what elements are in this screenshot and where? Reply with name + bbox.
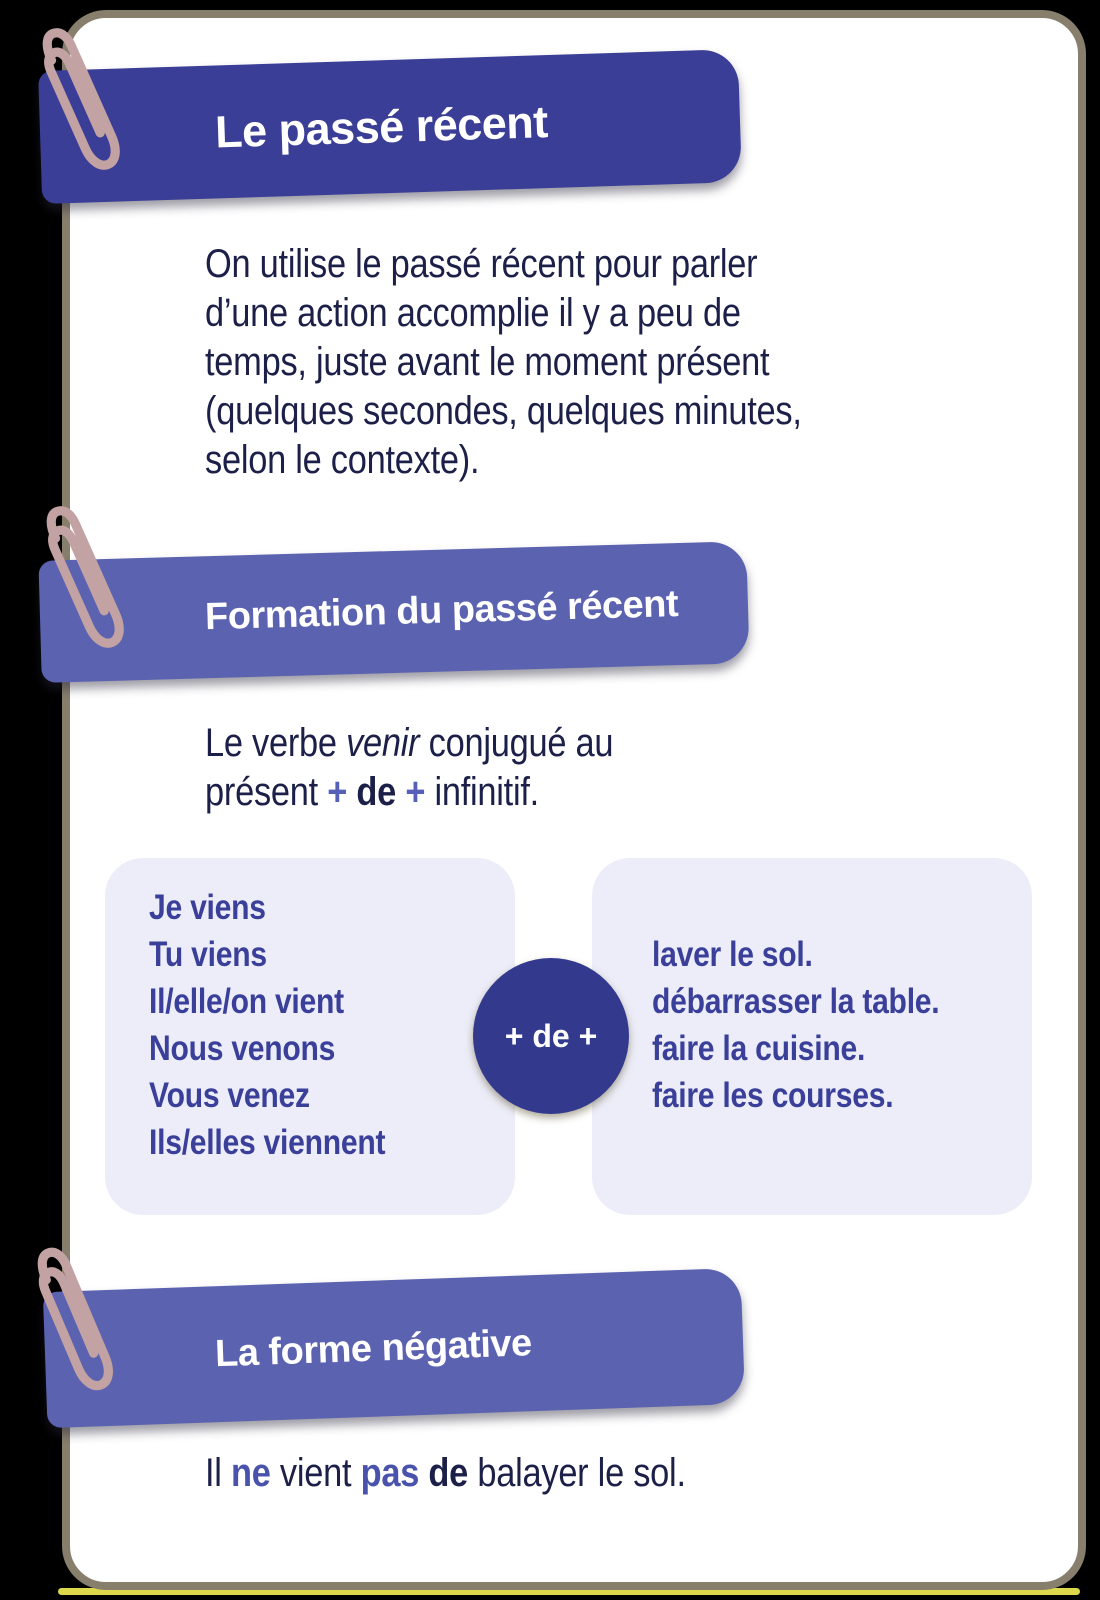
example-line: débarrasser la table. xyxy=(652,982,940,1021)
sentence-part: vient xyxy=(270,1451,361,1495)
examples-panel xyxy=(592,858,1032,1215)
negative-sentence xyxy=(205,1449,738,1498)
page-title: Le passé récent xyxy=(214,95,549,157)
intro-line: (quelques secondes, quelques minutes, xyxy=(205,389,802,433)
negation-pas: pas xyxy=(360,1451,420,1495)
conjugation-line: Tu viens xyxy=(149,935,267,974)
example-line: faire la cuisine. xyxy=(652,1029,866,1068)
rule-text-part: conjugué au xyxy=(419,721,614,765)
sentence-part xyxy=(419,1451,428,1495)
plus-sign: + xyxy=(327,770,357,814)
rule-text-part: Le verbe xyxy=(205,721,347,765)
conjugation-list xyxy=(149,884,464,1166)
title-banner xyxy=(38,49,742,204)
examples-list xyxy=(652,931,979,1119)
intro-line: temps, juste avant le moment présent xyxy=(205,340,770,384)
example-line: faire les courses. xyxy=(652,1076,894,1115)
conjugation-line: Il/elle/on vient xyxy=(149,982,344,1021)
rule-line-1 xyxy=(205,719,721,768)
sentence-part: balayer le sol. xyxy=(468,1451,686,1495)
plus-sign: + xyxy=(396,770,435,814)
negation-ne: ne xyxy=(230,1451,271,1495)
intro-line: d’une action accomplie il y a peu de xyxy=(205,291,741,335)
conjugation-panel xyxy=(105,858,515,1215)
rule-verb-italic: venir xyxy=(346,721,420,765)
formation-banner-label: Formation du passé récent xyxy=(204,582,679,638)
rule-text-part: infinitif. xyxy=(434,770,539,814)
formation-banner xyxy=(38,541,749,683)
sentence-de-bold: de xyxy=(428,1451,469,1495)
rule-text-part: présent xyxy=(205,770,328,814)
intro-line: selon le contexte). xyxy=(205,438,480,482)
conjugation-line: Nous venons xyxy=(149,1029,336,1068)
intro-paragraph xyxy=(205,240,910,485)
conjugation-line: Ils/elles viennent xyxy=(149,1123,386,1162)
conjugation-line: Je viens xyxy=(149,888,266,927)
example-line: laver le sol. xyxy=(652,935,813,974)
conjugation-line: Vous venez xyxy=(149,1076,310,1115)
rule-de-bold: de xyxy=(356,770,397,814)
connector-label: + de + xyxy=(504,1017,598,1054)
connector-circle xyxy=(473,958,629,1114)
rule-line-2 xyxy=(205,768,721,817)
negative-banner-label: La forme négative xyxy=(214,1321,533,1375)
negative-banner xyxy=(43,1268,745,1428)
intro-line: On utilise le passé récent pour parler xyxy=(205,242,758,286)
formation-rule xyxy=(205,719,721,817)
sentence-part: Il xyxy=(205,1451,231,1495)
